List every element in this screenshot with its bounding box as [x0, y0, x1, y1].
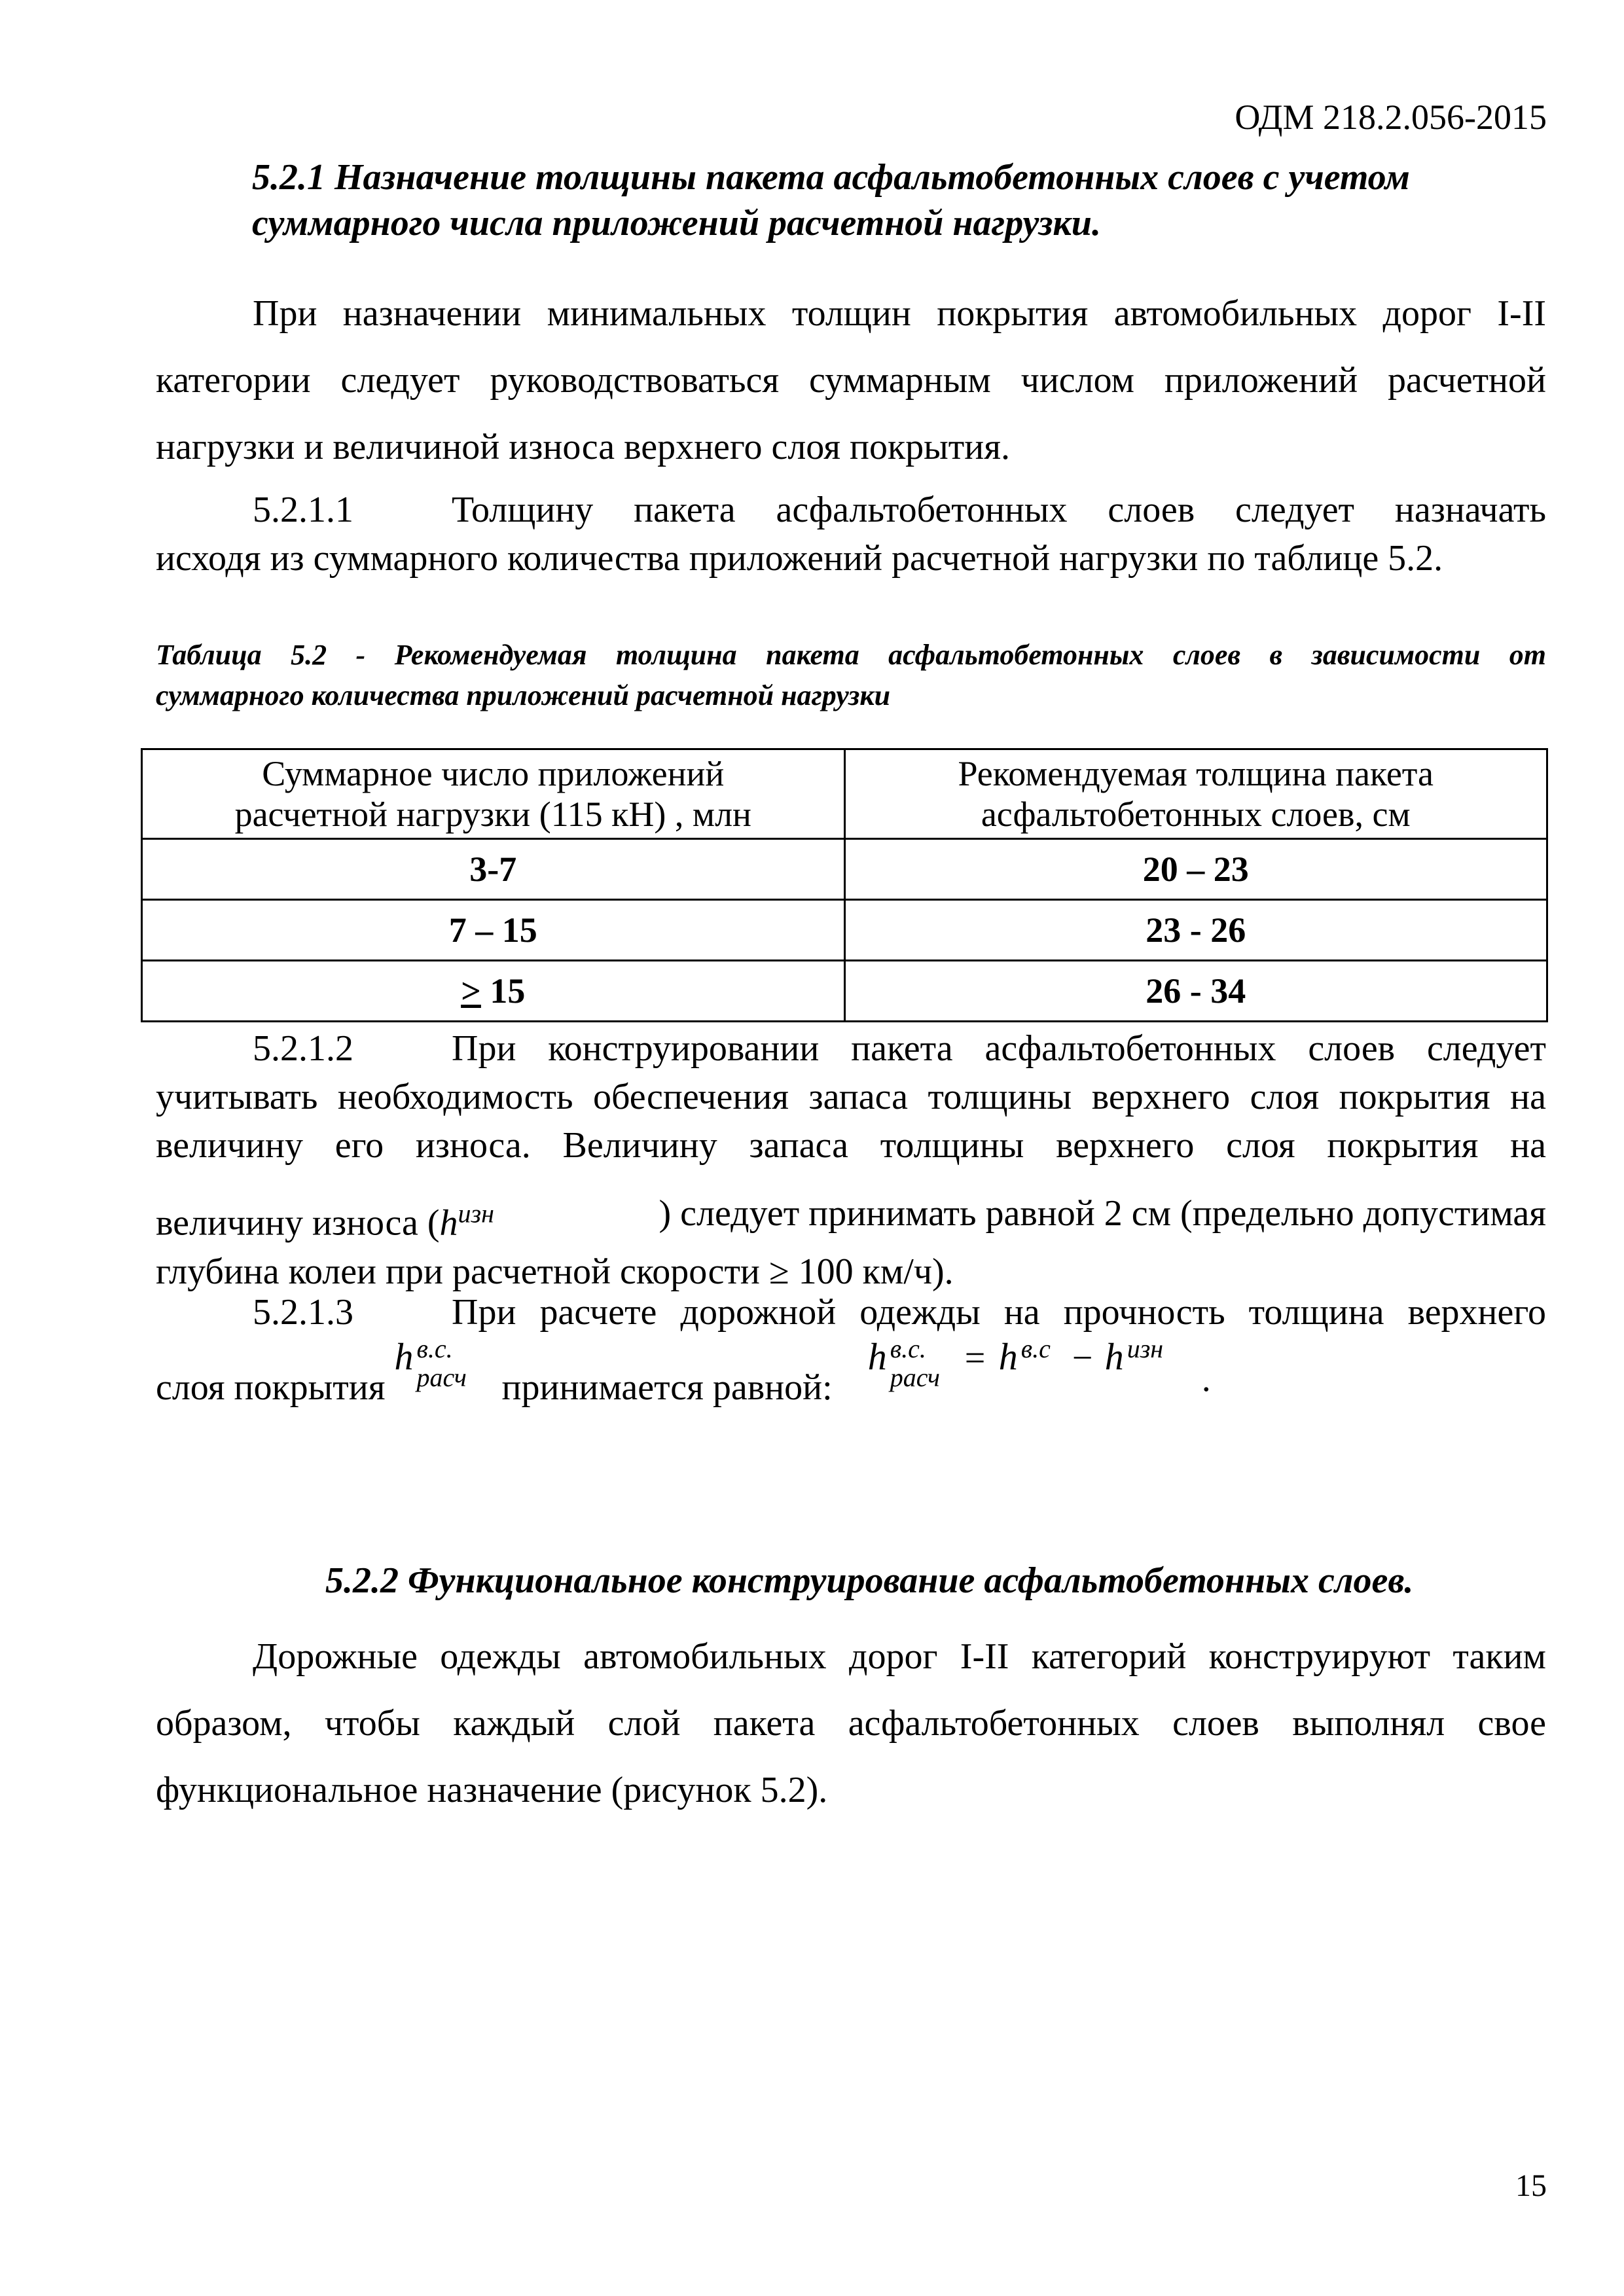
word: Рекомендуемая: [394, 639, 587, 671]
text-fragment: принимается равной:: [501, 1367, 833, 1408]
word: При: [452, 1028, 516, 1069]
document-code: ОДМ 218.2.056-2015: [1235, 98, 1547, 137]
symbol-h: h: [439, 1202, 458, 1244]
clause-words: [452, 486, 1546, 534]
h-wear-symbol: [439, 1198, 494, 1244]
caption-line: суммарного количества приложений расчетной нагрузки: [156, 679, 891, 711]
word: назначать: [1394, 490, 1546, 530]
cell-value: 15: [480, 971, 526, 1011]
header-cell-loads: [142, 749, 845, 839]
text-fragment: слоя покрытия: [156, 1367, 386, 1408]
formula-sup: изн: [1127, 1334, 1164, 1363]
clause-number: 5.2.1.2: [253, 1028, 353, 1069]
clause-number: 5.2.1.3: [253, 1292, 353, 1333]
cell-thickness: 23 - 26: [844, 900, 1547, 961]
table-row: [142, 900, 1547, 961]
word: асфальтобетонных: [984, 1028, 1276, 1069]
clause-line-with-symbol: [156, 1189, 1546, 1247]
clause-first-line: [156, 1288, 1546, 1336]
section-5-2-1-heading: [252, 154, 1548, 246]
formula-sup: в.с: [1020, 1334, 1051, 1363]
header-line: Суммарное число приложений: [262, 754, 725, 793]
table-header-row: [142, 749, 1547, 839]
header-line: Рекомендуемая толщина пакета: [958, 754, 1434, 793]
formula-h: h: [998, 1335, 1018, 1378]
header-line: асфальтобетонных слоев, см: [981, 795, 1411, 834]
clause-words: [452, 1288, 1546, 1336]
symbol-sup: в.с.: [416, 1334, 453, 1363]
clause-number: 5.2.1.1: [253, 490, 353, 530]
cell-loads: 7 – 15: [142, 900, 845, 961]
word: зависимости: [1311, 639, 1481, 671]
word: толщина: [615, 639, 737, 671]
word: конструировании: [548, 1028, 820, 1069]
word: асфальтобетонных: [888, 639, 1144, 671]
clause-line-with-formula: [156, 1334, 1546, 1412]
section-5-2-1-paragraph: При назначении минимальных толщин покрытия автомобильных дорог I-II категории следует руководствоваться суммарным числом приложений расчетной нагрузки и величиной износа верхнего слоя покрытия.: [156, 293, 1546, 467]
word: толщина: [1248, 1292, 1384, 1333]
clause-line: величину его износа. Величину запаса толщины верхнего слоя покрытия на: [156, 1125, 1546, 1166]
table-caption: [156, 635, 1546, 716]
word: асфальтобетонных: [776, 490, 1068, 530]
table-row: [142, 839, 1547, 900]
cell-thickness: 26 - 34: [844, 961, 1547, 1022]
word: одежды: [859, 1292, 981, 1333]
clause-first-line: [156, 1024, 1546, 1073]
clause-line: исходя из суммарного количества приложений расчетной нагрузки по таблице 5.2.: [156, 538, 1443, 579]
clause-5-2-1-1: [156, 486, 1546, 583]
clause-line: учитывать необходимость обеспечения запаса толщины верхнего слоя покрытия на: [156, 1077, 1546, 1117]
cell-thickness: 20 – 23: [844, 839, 1547, 900]
text-fragment: ) следует принимать равной 2 см (предельно допустимая: [659, 1193, 1546, 1234]
text-fragment: величину износа (: [156, 1202, 440, 1244]
word: При: [452, 1292, 516, 1333]
word: верхнего: [1407, 1292, 1546, 1333]
word: слоев: [1108, 490, 1195, 530]
word: пакета: [766, 639, 859, 671]
section-5-2-2-heading: 5.2.2 Функциональное конструирование асфальтобетонных слоев.: [325, 1560, 1414, 1601]
clause-line: глубина колеи при расчетной скорости ≥ 100 км/ч).: [156, 1251, 954, 1292]
thickness-table: [141, 748, 1548, 1022]
h-top-layer-design-symbol: [394, 1334, 493, 1399]
word: Толщину: [452, 490, 594, 530]
word: пакета: [634, 490, 736, 530]
word: слоев: [1172, 639, 1241, 671]
cell-loads: [142, 961, 845, 1022]
word: Таблица: [156, 639, 262, 671]
word: -: [355, 639, 366, 671]
header-line: расчетной нагрузки (115 кН) , млн: [234, 795, 751, 834]
word: расчете: [539, 1292, 657, 1333]
heading-line: суммарного числа приложений расчетной нагрузки.: [252, 203, 1101, 243]
formula: [867, 1334, 1211, 1399]
word: 5.2: [291, 639, 327, 671]
formula-h: h: [867, 1335, 887, 1378]
word: следует: [1235, 490, 1355, 530]
clause-first-line: [156, 486, 1546, 534]
word: слоев: [1308, 1028, 1396, 1069]
page-number: 15: [1515, 2168, 1547, 2203]
clause-words: [452, 1024, 1546, 1073]
word: следует: [1426, 1028, 1546, 1069]
symbol-sub: расч: [416, 1363, 467, 1392]
period: .: [1201, 1359, 1211, 1399]
clause-5-2-1-3: [156, 1288, 1546, 1412]
word: прочность: [1063, 1292, 1225, 1333]
formula-sub: расч: [890, 1363, 941, 1392]
equals-sign: =: [964, 1338, 986, 1378]
symbol-sup: изн: [458, 1198, 494, 1228]
heading-line: 5.2.1 Назначение толщины пакета асфальтобетонных слоев с учетом: [252, 157, 1410, 198]
word: пакета: [851, 1028, 953, 1069]
clause-5-2-1-2: [156, 1024, 1546, 1296]
word: в: [1269, 639, 1283, 671]
greater-equal-symbol: >: [461, 971, 481, 1011]
minus-sign: −: [1072, 1338, 1093, 1378]
caption-line: [156, 635, 1546, 675]
word: дорожной: [680, 1292, 837, 1333]
symbol-h: h: [394, 1335, 414, 1378]
table-row: [142, 961, 1547, 1022]
section-5-2-2-paragraph: Дорожные одежды автомобильных дорог I-II категорий конструируют таким образом, чтобы каждый слой пакета асфальтобетонных слоев выполнял свое функциональное назначение (рисунок 5.2).: [156, 1636, 1546, 1810]
header-cell-thickness: [844, 749, 1547, 839]
formula-h: h: [1104, 1335, 1124, 1378]
formula-sup: в.с.: [890, 1334, 926, 1363]
word: от: [1509, 639, 1546, 671]
cell-loads: 3-7: [142, 839, 845, 900]
clause-text: [156, 1189, 494, 1247]
word: на: [1003, 1292, 1040, 1333]
